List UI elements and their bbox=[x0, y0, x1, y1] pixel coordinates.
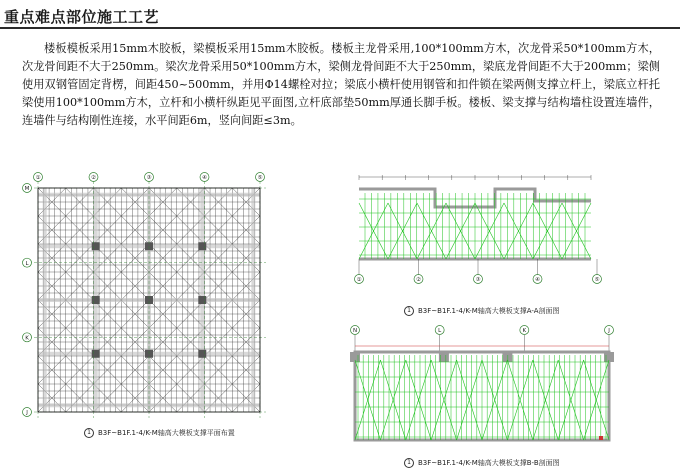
caption-marker-icon: 1 bbox=[404, 306, 414, 316]
axis-label-col: ③ bbox=[146, 175, 152, 182]
section-aa-caption-text: B3F~B1F.1-4/K-M轴高大模板支撑A-A剖面图 bbox=[418, 307, 560, 315]
axis-label: ② bbox=[416, 277, 421, 284]
column-block bbox=[198, 296, 206, 304]
column-block bbox=[198, 242, 206, 250]
beam-band bbox=[251, 188, 255, 412]
plan-caption bbox=[84, 428, 235, 438]
axis-label: K bbox=[522, 328, 527, 335]
axis-label: ③ bbox=[475, 277, 481, 284]
axis-label-row: J bbox=[26, 410, 28, 417]
section-bb-caption-text: B3F~B1F.1-4/K-M轴高大模板支撑B-B剖面图 bbox=[418, 459, 560, 467]
section-heading: 重点难点部位施工工艺 bbox=[4, 8, 160, 26]
axis-label: ④ bbox=[535, 277, 540, 284]
axis-label-col: ① bbox=[35, 175, 41, 182]
section-aa-drawing bbox=[345, 175, 675, 295]
axis-label-col: ② bbox=[91, 175, 96, 182]
axis-label: ⑤ bbox=[594, 277, 600, 284]
column-block bbox=[198, 350, 206, 358]
heading-divider bbox=[0, 27, 680, 29]
column-block bbox=[92, 242, 100, 250]
axis-label: N bbox=[352, 328, 358, 335]
axis-label: ① bbox=[356, 277, 362, 284]
small-marker bbox=[599, 436, 603, 440]
axis-label: J bbox=[608, 328, 610, 335]
axis-label-col: ⑤ bbox=[257, 175, 263, 182]
axis-label-col: ④ bbox=[202, 175, 207, 182]
caption-marker-icon: 1 bbox=[404, 458, 414, 468]
beam-drop bbox=[439, 352, 449, 362]
plan-caption-text: B3F~B1F.1-4/K-M轴高大模板支撑平面布置 bbox=[98, 429, 235, 437]
axis-label-row: M bbox=[24, 186, 30, 193]
construction-description-paragraph: 楼板模板采用15mm木胶板，梁模板采用15mm木胶板。楼板主龙骨采用,100*100mm方木，次龙骨采50*100mm方木，次龙骨间距不大于250mm。梁次龙骨采用50*100mm方木，梁侧龙骨间距不大于250mm，梁底龙骨间距不大于200mm；梁侧使用双钢管固定背楞，间距450~500mm，并用Φ14螺栓对拉；梁底小横杆使用钢管和扣件锁在梁两侧支撑立杆上，梁底立杆托梁使用100*100mm方木，立杆和小横杆纵距见平面图,立杆底部垫50mm厚通长脚手板。楼板、梁支撑与结构墙柱设置连墙件，连墙件与结构刚性连接，水平间距6m，竖向间距≤3m。 bbox=[22, 42, 660, 127]
axis-label: L bbox=[438, 328, 442, 335]
caption-marker-icon: 1 bbox=[84, 428, 94, 438]
section-bb-caption bbox=[404, 458, 560, 468]
axis-label-row: L bbox=[25, 260, 29, 267]
axis-label-row: K bbox=[25, 335, 29, 342]
column-block bbox=[92, 296, 100, 304]
section-bb-drawing bbox=[345, 322, 675, 454]
formwork-support-plan-drawing bbox=[20, 172, 280, 432]
column-block bbox=[92, 350, 100, 358]
section-aa-caption bbox=[404, 306, 560, 316]
